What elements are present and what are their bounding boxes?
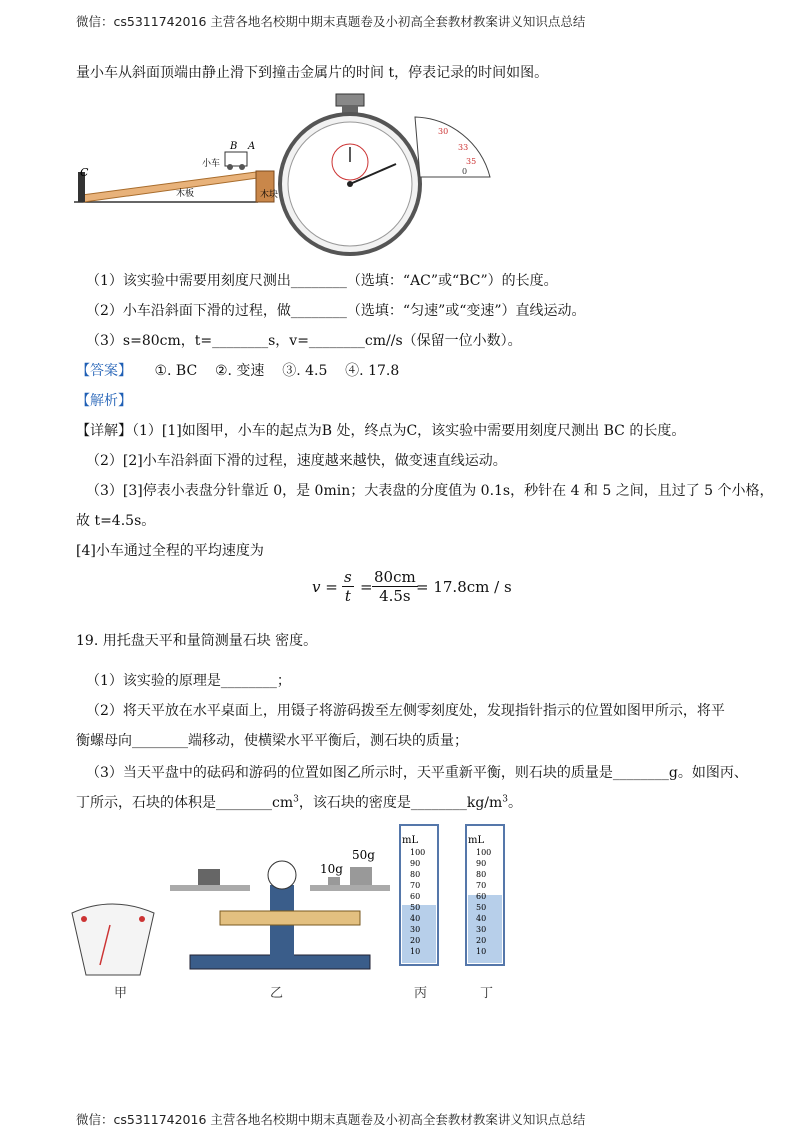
q19-title: 19. 用托盘天平和量筒测量石块 密度。 bbox=[76, 633, 318, 649]
label-board: 木板 bbox=[176, 189, 195, 199]
formula-result: = 17.8cm / s bbox=[416, 578, 512, 596]
cylinder-ding-tick-90: 90 bbox=[476, 859, 487, 868]
formula-fraction: $\frac{80cm}{4.5s}$ bbox=[374, 568, 416, 605]
cylinder-bing-tick-90: 90 bbox=[410, 859, 421, 868]
cylinder-bing-tick-70: 70 bbox=[410, 881, 421, 890]
label-block: 木块 bbox=[260, 190, 279, 200]
incline-diagram bbox=[74, 141, 278, 202]
detail-line-2: （2）[2]小车沿斜面下滑的过程，速度越来越快，做变速直线运动。 bbox=[86, 453, 507, 469]
intro-text: 量小车从斜面顶端由静止滑下到撞击金属片的时间 t，停表记录的时间如图。 bbox=[76, 65, 549, 81]
cylinder-ding-tick-60: 60 bbox=[476, 892, 487, 901]
cylinder-ding-tick-70: 70 bbox=[476, 881, 487, 890]
label-c: C bbox=[80, 166, 89, 179]
cylinder-bing-tick-100: 100 bbox=[410, 848, 426, 857]
cylinder-bing-tick-30: 30 bbox=[410, 925, 421, 934]
label-car: 小车 bbox=[202, 159, 221, 169]
cylinder-bing-tick-50: 50 bbox=[410, 903, 421, 912]
cylinder-ding-tick-30: 30 bbox=[476, 925, 487, 934]
page-header: 微信：cs5311742016 主营各地名校期中期末真题卷及小初高全套教材教案讲义知识点总结 bbox=[76, 14, 586, 29]
cylinder-unit-ding: mL bbox=[468, 835, 485, 846]
pointer-gauge bbox=[72, 904, 154, 975]
cylinder-bing-tick-20: 20 bbox=[410, 936, 421, 945]
dial-tick-0: 0 bbox=[462, 167, 468, 176]
answer-line bbox=[76, 360, 399, 380]
magnified-dial bbox=[415, 117, 490, 177]
cylinder-ding-tick-100: 100 bbox=[476, 848, 492, 857]
q19-part3a: （3）当天平盘中的砝码和游码的位置如图乙所示时，天平重新平衡，则石块的质量是________g。如图丙、 bbox=[86, 765, 748, 781]
weight-10g: 10g bbox=[320, 862, 343, 876]
figure-balance-cylinders bbox=[70, 815, 530, 980]
cylinder-ding-tick-50: 50 bbox=[476, 903, 487, 912]
detail-line-4: 故 t=4.5s。 bbox=[76, 513, 156, 529]
cylinder-bing-tick-10: 10 bbox=[410, 947, 421, 956]
dial-tick-35: 35 bbox=[466, 157, 477, 166]
cylinder-bing-tick-40: 40 bbox=[410, 914, 421, 923]
q19-part2b: 衡螺母向________端移动，使横梁水平平衡后，测石块的质量； bbox=[76, 733, 468, 749]
q19-part1: （1）该实验的原理是________； bbox=[86, 673, 291, 689]
cylinder-unit-bing: mL bbox=[402, 835, 419, 846]
answer-label: 【答案】 bbox=[76, 363, 132, 379]
label-b: B bbox=[230, 141, 238, 152]
q18-part3: （3）s=80cm，t=________s，v=________cm//s（保留一位小数）。 bbox=[86, 333, 522, 349]
cylinder-ding-tick-40: 40 bbox=[476, 914, 487, 923]
formula-eq: = bbox=[360, 578, 373, 596]
q18-part1: （1）该实验中需要用刻度尺测出________（选填：“AC”或“BC”）的长度。 bbox=[86, 273, 558, 289]
cylinder-ding-tick-20: 20 bbox=[476, 936, 487, 945]
q19-part3b: 丁所示，石块的体积是$\_\_\_\_\_\_\_\_cm^3$，该石块的密度是$\_\_\_\_\_\_\_\_kg/m^3$。 bbox=[76, 794, 523, 811]
q18-part2: （2）小车沿斜面下滑的过程，做________（选填：“匀速”或“变速”）直线运动。 bbox=[86, 303, 586, 319]
velocity-formula bbox=[312, 568, 512, 608]
q19-part2a: （2）将天平放在水平桌面上，用镊子将游码拨至左侧零刻度处，发现指针指示的位置如图甲所示，将平 bbox=[86, 703, 725, 719]
cylinder-bing-tick-80: 80 bbox=[410, 870, 421, 879]
dial-tick-33: 33 bbox=[458, 143, 469, 152]
caption-jia: 甲 bbox=[114, 986, 128, 1001]
detail-line-5: [4]小车通过全程的平均速度为 bbox=[76, 543, 264, 559]
caption-bing: 丙 bbox=[414, 986, 428, 1001]
label-a: A bbox=[248, 141, 256, 152]
dial-tick-30: 30 bbox=[438, 127, 449, 136]
balance bbox=[170, 848, 390, 969]
formula-s-over-t: $\frac{s}{t}$ bbox=[344, 568, 352, 605]
cylinder-bing bbox=[400, 825, 438, 965]
caption-ding: 丁 bbox=[480, 986, 494, 1001]
caption-yi: 乙 bbox=[270, 986, 284, 1001]
figure-incline-stopwatch bbox=[70, 92, 510, 257]
cylinder-ding-tick-80: 80 bbox=[476, 870, 487, 879]
weight-50g: 50g bbox=[352, 848, 375, 862]
stopwatch bbox=[280, 94, 420, 254]
detail-line-1: 【详解】（1）[1]如图甲，小车的起点为B 处，终点为C，该实验中需要用刻度尺测出 BC 的长度。 bbox=[76, 423, 686, 439]
cylinder-bing-tick-60: 60 bbox=[410, 892, 421, 901]
cylinder-ding bbox=[466, 825, 504, 965]
formula-v: v = bbox=[312, 578, 338, 596]
cylinder-ding-tick-10: 10 bbox=[476, 947, 487, 956]
answer-content: ①. BC ②. 变速 ③. 4.5 ④. 17.8 bbox=[154, 363, 400, 379]
page-footer: 微信：cs5311742016 主营各地名校期中期末真题卷及小初高全套教材教案讲义知识点总结 bbox=[76, 1112, 586, 1127]
analysis-label: 【解析】 bbox=[76, 393, 132, 409]
detail-line-3: （3）[3]停表小表盘分针靠近 0，是 0min；大表盘的分度值为 0.1s，秒针在 4 和 5 之间，且过了 5 个小格， bbox=[86, 483, 774, 499]
